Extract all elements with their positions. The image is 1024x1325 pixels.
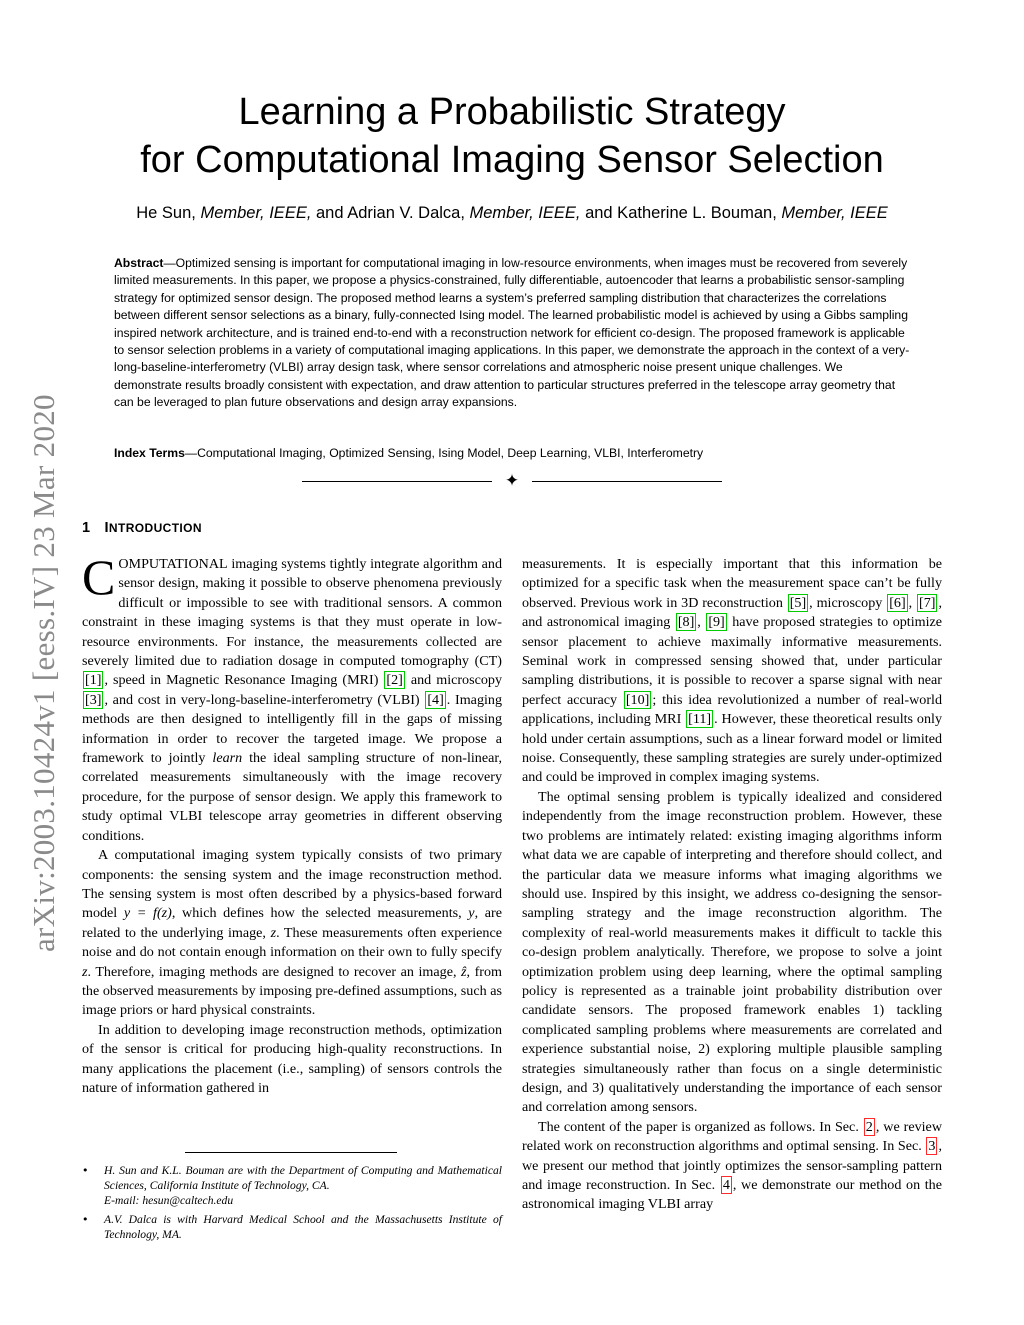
section-title-initial: I [104,520,109,536]
abstract-text: —Optimized sensing is important for computational imaging in low-resource environments, when images must be recovered from severely limited measurements. In this paper, we propose a physics-constrained, fully differentiable, autoencoder that learns a probabilistic sensor-sampling strategy for optimized sensor design. The proposed method learns a system’s preferred sampling distribution that characterizes the correlations between different sensor selections as a binary, fully-connected Ising model. The learned probabilistic model is achieved by using a Gibbs sampling inspired network architecture, and is trained end-to-end with a reconstruction network for efficient co-design. The proposed framework is applicable to sensor selection problems in a variety of computational imaging applications. In this paper, we demonstrate the approach in the context of a very-long-baseline-interferometry (VLBI) array design task, where sensor correlations and atmospheric noise present unique challenges. We demonstrate results broadly consistent with expectation, and draw attention to particular structures preferred in the telescope array geometry that can be leveraged to plan future observations and design array expansions. [114,256,910,410]
text-run: , and cost in very-long-baseline-interferometry (VLBI) [104,691,425,708]
math-z: z [82,963,88,980]
section-heading-introduction [82,520,202,536]
index-terms [114,445,910,462]
citation-link-2[interactable]: [2] [386,672,403,689]
abstract-label: Abstract [114,256,164,270]
separator-line-left [302,481,492,482]
text-run: , [697,614,706,631]
citation-link-4[interactable]: [4] [427,691,444,708]
text-run: , speed in Magnetic Resonance Imaging (MRI) [104,672,384,689]
text-run: , which defines how the selected measurements, [171,905,469,922]
author-2-name: and Adrian V. Dalca, [311,204,470,222]
small-caps-lead: OMPUTATIONAL [118,556,228,572]
citation-link-9[interactable]: [9] [708,614,725,631]
text-run: and microscopy [405,672,502,689]
text-run: The content of the paper is organized as follows. In Sec. [538,1118,863,1135]
author-1-role: Member, IEEE, [200,204,312,222]
footnote-rule [185,1152,397,1153]
section-separator [302,473,722,491]
math-forward-model: y = f(z) [123,905,172,922]
intro-paragraph-2 [82,846,502,1021]
citation-link-8[interactable]: [8] [677,614,695,631]
citation-link-3[interactable]: [3] [85,691,102,708]
intro-paragraph-6 [522,1118,942,1215]
text-run: , from the observed measurements by imposing pre-defined assumptions, such as image priors or hard physical constraints. [82,963,502,1019]
text-run: . Imaging methods are then designed to intelligently fill in the gaps of missing information in order to recover the targeted image. We propose a framework to jointly [82,691,502,767]
intro-paragraph-4 [522,555,942,788]
text-run: , [908,594,917,611]
text-run: . However, these theoretical results only hold under certain assumptions, such as a linear forward model or limited noise. Consequently, these sampling strategies are surely under-optimized and could be improved in complex imaging systems. [522,711,942,786]
citation-link-5[interactable]: [5] [789,594,807,611]
text-run: imaging systems tightly integrate algorithm and sensor design, making it possible to observe phenomena previously difficult or impossible to see with traditional sensors. A common constraint in these imaging systems is that they must operate in low-resource environments. For instance, the measurements collected are severely limited due to radiation dosage in computed tomography (CT) [82,556,502,670]
text-run: , are related to the underlying image, [82,905,502,941]
text-run: , we review related work on reconstruction algorithms and optimal sensing. In Sec. [522,1118,942,1155]
footnote-2-text: A.V. Dalca is with Harvard Medical School and the Massachusetts Institute of Technology, MA. [104,1212,502,1241]
text-run: A computational imaging system typically consists of two primary components: the sensing system and the image reconstruction method. The sensing system is most often described by a physics-based forward model [82,847,502,922]
text-run: have proposed strategies to optimize sensor placement to achieve maximally informative measurements. Seminal work in compressed sensing showed that, under particular sampling distributions, it is possible to recover a sparse signal with near perfect accuracy [522,614,943,708]
section-number: 1 [82,520,91,536]
intro-paragraph-3: In addition to developing image reconstruction methods, optimization of the sensor is critical for producing high-quality reconstructions. In many applications the placement (i.e., sampling) of sensors controls the nature of information gathered in [82,1021,502,1096]
text-run: . Therefore, imaging methods are designed to recover an image, [87,963,462,980]
drop-cap: C [82,549,116,605]
footnote-affiliation-1 [82,1163,502,1209]
title-line-2: for Computational Imaging Sensor Selection [140,139,884,181]
intro-paragraph-1 [82,549,502,846]
text-run: , microscopy [809,594,887,611]
separator-line-right [532,481,722,482]
index-terms-text: —Computational Imaging, Optimized Sensing, Ising Model, Deep Learning, VLBI, Interferometry [184,446,704,460]
math-y: y [468,905,475,922]
text-run: ; this idea revolutionized a number of real-world applications, including MRI [522,691,943,728]
arxiv-identifier-stamp: arXiv:2003.10424v1 [eess.IV] 23 Mar 2020 [26,394,61,952]
abstract [114,255,910,412]
right-column [522,555,942,1215]
text-run: the ideal sampling structure of non-linear, correlated measurements simultaneously with the image recovery procedure, for the purpose of sensor design. We apply this framework to study optimal VLBI telescope array geometries in different observing conditions. [82,750,502,844]
author-3-role: Member, IEEE [781,204,888,222]
footnotes [82,1163,502,1245]
citation-link-11[interactable]: [11] [688,711,712,728]
bullet-icon: • [82,1212,89,1226]
citation-link-1[interactable]: [1] [85,672,102,689]
citation-link-6[interactable]: [6] [889,594,906,611]
text-run: . These measurements often experience noise and do not contain enough information on their own to fully specify [82,924,502,961]
bullet-icon: • [82,1164,89,1177]
footnote-email: E-mail: hesun@caltech.edu [104,1194,234,1208]
left-column [82,549,502,1098]
emphasis-learn: learn [212,750,243,767]
text-run: , and astronomical imaging [522,594,943,631]
section-link-3[interactable]: 3 [928,1138,936,1155]
text-run: , we present our method that jointly optimizes the sensor-sampling pattern and image reconstruction. In Sec. [522,1138,942,1193]
citation-link-7[interactable]: [7] [919,594,936,611]
footnote-affiliation-2 [82,1212,502,1242]
section-link-2[interactable]: 2 [865,1118,873,1135]
text-run: , we demonstrate our method on the astronomical imaging VLBI array [522,1177,942,1213]
math-z-hat: ẑ [461,963,467,980]
index-terms-label: Index Terms [114,446,185,460]
footnote-1-text: H. Sun and K.L. Bouman are with the Department of Computing and Mathematical Sciences, California Institute of Technology, CA. [104,1164,502,1193]
diamond-ornament-icon: ✦ [504,471,520,491]
citation-link-10[interactable]: [10] [625,691,650,708]
math-z: z [270,924,277,941]
paper-title [60,88,964,184]
author-2-role: Member, IEEE, [469,204,581,222]
section-link-4[interactable]: 4 [722,1177,730,1193]
author-1-name: He Sun, [136,204,201,222]
intro-paragraph-5: The optimal sensing problem is typically idealized and considered independently from the image reconstruction problem. However, these two problems are intimately related: existing imaging algorithms inform what data we are capable of interpreting and therefore should collect, and the particular data we measure informs what imaging algorithms we should use. Inspired by this insight, we address co-designing the sensor-sampling strategy and the image reconstruction algorithm. The complexity of real-world measurements makes it difficult to tackle this co-design problem analytically. Therefore, we propose to solve a joint optimization problem using deep learning, where the optimal sampling policy is represented as a trainable joint probability distribution over candidate sensors. The proposed framework enables 1) tackling complicated sampling problems where measurements are correlated and experience substantial noise, 2) exploring multiple plausible sampling strategies simultaneously rather than focus on a single deterministic design, and 3) qualitatively understanding the importance of each sensor and correlation among sensors. [522,788,942,1116]
section-title-rest: NTRODUCTION [108,521,202,535]
text-run: measurements. It is especially important that this information be optimized for a specific task when the measurement space can’t be fully observed. Previous work in 3D reconstruction [522,556,942,611]
author-list [60,203,964,223]
author-3-name: and Katherine L. Bouman, [580,204,782,222]
title-line-1: Learning a Probabilistic Strategy [238,91,786,133]
